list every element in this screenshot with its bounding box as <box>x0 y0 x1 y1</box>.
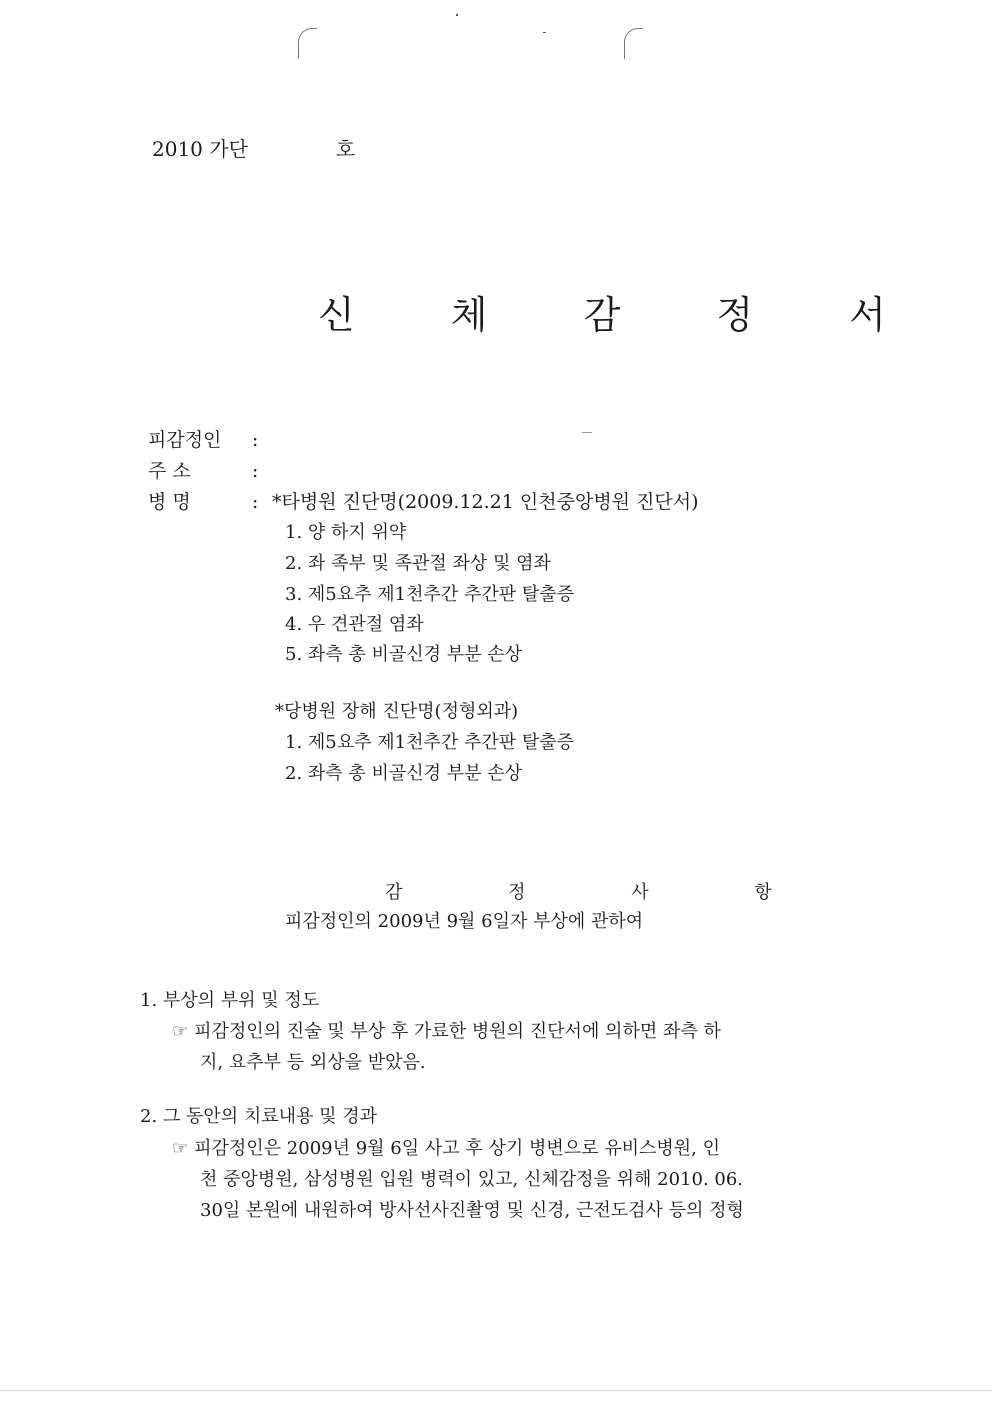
scan-mark <box>624 28 643 59</box>
section-line: 천 중앙병원, 삼성병원 입원 병력이 있고, 신체감정을 위해 2010. 06. <box>200 1169 744 1190</box>
disease-label: 병 명 <box>148 491 191 513</box>
diagnosis-item: 2. 좌측 총 비골신경 부분 손상 <box>285 763 523 784</box>
scan-speck <box>456 14 458 16</box>
section-line <box>172 1017 721 1043</box>
scan-edge <box>0 1390 992 1391</box>
diagnosis-item: 3. 제5요추 제1천추간 추간판 탈출증 <box>285 584 575 605</box>
section-title: 1. 부상의 부위 및 정도 <box>140 990 320 1011</box>
diagnosis-item: 4. 우 견관절 염좌 <box>285 614 424 635</box>
section-line: 지, 요추부 등 외상을 받았음. <box>200 1052 426 1073</box>
scan-speck <box>582 432 592 433</box>
case-number <box>152 133 355 162</box>
section-line <box>172 1134 720 1160</box>
colon: : <box>252 460 259 482</box>
this-hospital-heading: *당병원 장해 진단명(정형외과) <box>275 701 519 722</box>
pointing-hand-icon: ☞ <box>172 1021 189 1042</box>
section-text: 피감정인은 2009년 9월 6일 사고 후 상기 병변으로 유비스병원, 인 <box>194 1138 720 1159</box>
colon: : <box>252 429 259 451</box>
subject-field <box>148 425 272 452</box>
diagnosis-item: 5. 좌측 총 비골신경 부분 손상 <box>285 644 523 665</box>
scan-speck <box>543 32 546 33</box>
pointing-hand-icon: ☞ <box>172 1138 189 1159</box>
scan-mark <box>298 28 317 59</box>
case-year: 2010 가단 <box>152 137 248 161</box>
disease-field <box>148 487 699 514</box>
section-title: 2. 그 동안의 치료내용 및 경과 <box>140 1106 378 1127</box>
other-hospital-heading: *타병원 진단명(2009.12.21 인천중앙병원 진단서) <box>272 491 699 513</box>
address-label: 주 소 <box>148 460 191 482</box>
colon: : <box>252 491 259 513</box>
diagnosis-item: 1. 제5요추 제1천추간 추간판 탈출증 <box>285 732 575 753</box>
address-field <box>148 456 272 483</box>
appraisal-heading: 감 정 사 항 <box>385 882 822 903</box>
section-text: 피감정인의 진술 및 부상 후 가료한 병원의 진단서에 의하면 좌측 하 <box>194 1021 721 1042</box>
case-suffix: 호 <box>335 137 356 161</box>
document-title: 신 체 감 정 서 <box>318 293 928 337</box>
diagnosis-item: 1. 양 하지 위약 <box>285 522 407 543</box>
diagnosis-item: 2. 좌 족부 및 족관절 좌상 및 염좌 <box>285 553 551 574</box>
appraisal-subheading: 피감정인의 2009년 9월 6일자 부상에 관하여 <box>285 911 644 932</box>
section-line: 30일 본원에 내원하여 방사선사진촬영 및 신경, 근전도검사 등의 정형 <box>200 1200 744 1221</box>
subject-label: 피감정인 <box>148 429 222 451</box>
